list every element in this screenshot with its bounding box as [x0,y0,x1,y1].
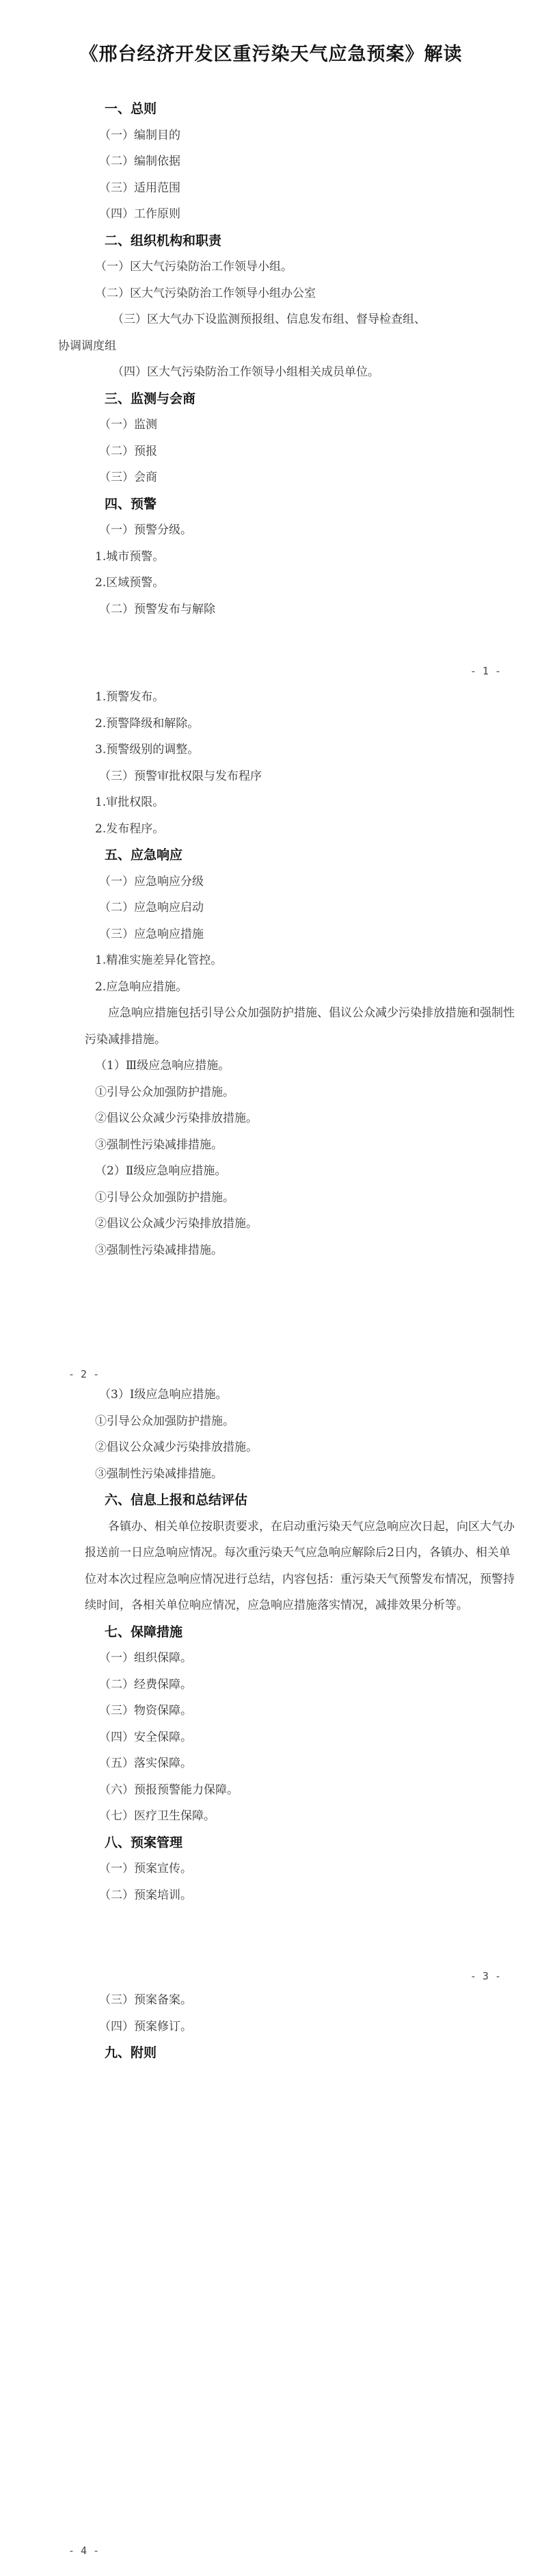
subsection-item: （一）区大气污染防治工作领导小组。 [95,260,293,274]
subsection-item: （三）预案备案。 [99,1993,192,2007]
numbered-item: 2.区域预警。 [95,576,165,590]
wrapped-line: 协调调度组 [58,339,116,353]
subsection-item: （三）区大气办下设监测预报组、信息发布组、督导检查组、 [112,313,426,326]
section-heading: 一、总则 [105,101,157,116]
numbered-item: 1.审批权限。 [95,796,165,809]
section-page2 [0,684,542,1263]
subsection-item: （一）编制目的 [99,128,180,142]
subsection-item: （一）预案宣传。 [99,1862,192,1876]
subsection-item: （一）应急响应分级 [99,874,204,889]
subsection-item: （二）编制依据 [99,155,180,168]
subsection-item: （三）预警审批权限与发布程序 [99,769,262,783]
numbered-item: ③强制性污染减排措施。 [95,1243,223,1257]
subsection-item: （四）安全保障。 [99,1730,192,1744]
numbered-item: 1.城市预警。 [95,549,165,564]
section-page1 [0,96,542,622]
subsection-item: （3）Ⅰ级应急响应措施。 [99,1388,228,1402]
subsection-item: （二）区大气污染防治工作领导小组办公室 [95,286,316,300]
numbered-item: ②倡议公众减少污染排放措施。 [95,1441,258,1454]
section-heading: 七、保障措施 [105,1624,183,1640]
section-heading: 三、监测与会商 [105,391,196,406]
subsection-item: （二）应急响应启动 [99,901,204,915]
numbered-item: ③强制性污染减排措施。 [95,1467,223,1481]
subsection-item: （三）会商 [99,471,157,484]
subsection-item: （一）监测 [99,418,157,432]
numbered-item: ①引导公众加强防护措施。 [95,1414,234,1428]
subsection-item: （二）预报 [99,444,157,458]
section-heading: 六、信息上报和总结评估 [105,1493,248,1508]
numbered-item: 2.预警降级和解除。 [95,716,200,731]
numbered-item: 1.预警发布。 [95,690,165,704]
page-number-3: - 3 - [470,1970,501,1982]
subsection-item: （三）应急响应措施 [99,927,204,941]
numbered-item: ①引导公众加强防护措施。 [95,1190,234,1205]
subsection-item: （一）组织保障。 [99,1651,192,1665]
subsection-item: （一）预警分级。 [99,523,192,537]
numbered-item: 2.发布程序。 [95,822,165,836]
numbered-item: 2.应急响应措施。 [95,980,188,994]
section-heading: 五、应急响应 [105,847,183,863]
numbered-item: 1.精准实施差异化管控。 [95,954,223,967]
subsection-item: （四）区大气污染防治工作领导小组相关成员单位。 [112,365,379,379]
subsection-item: （六）预报预警能力保障。 [99,1783,239,1797]
document-title: 《邢台经济开发区重污染天气应急预案》解读 [79,44,463,65]
paragraph-response-measures: 应急响应措施包括引导公众加强防护措施、倡议公众减少污染排放措施和强制性污染减排措施。 [85,1006,515,1047]
paragraph-info-report: 各镇办、相关单位按职责要求，在启动重污染天气应急响应次日起，向区大气办报送前一日应急响应情况。每次重污染天气应急响应解除后2日内，各镇办、相关单位对本次过程应急响应情况进行总结，内容包括：重污染天气预警发布情况，预警持续时间，各相关单位响应情况，应急响应措施落实情况，减排效果分析等。 [85,1519,515,1612]
numbered-item: 3.预警级别的调整。 [95,743,200,757]
section-heading: 八、预案管理 [105,1835,183,1850]
section-page3 [0,1382,542,1908]
page-number-2: - 2 - [68,1368,100,1380]
numbered-item: ②倡议公众减少污染排放措施。 [95,1112,258,1125]
subsection-item: （五）落实保障。 [99,1757,192,1770]
numbered-item: ①引导公众加强防护措施。 [95,1085,234,1099]
page-number-4: - 4 - [68,2545,100,2557]
numbered-item: ②倡议公众减少污染排放措施。 [95,1217,258,1231]
subsection-item: （二）预案培训。 [99,1888,192,1902]
subsection-item: （四）工作原则 [99,207,180,221]
section-page4 [0,1987,542,2066]
subsection-item: （二）预警发布与解除 [99,602,215,616]
numbered-item: （2）Ⅱ级应急响应措施。 [95,1164,227,1178]
subsection-item: （三）适用范围 [99,181,180,195]
subsection-item: （三）物资保障。 [99,1704,192,1718]
numbered-item: （1）Ⅲ级应急响应措施。 [95,1059,230,1073]
subsection-item: （二）经费保障。 [99,1677,192,1692]
numbered-item: ③强制性污染减排措施。 [95,1138,223,1152]
subsection-item: （七）医疗卫生保障。 [99,1809,215,1823]
section-heading: 二、组织机构和职责 [105,233,222,248]
section-heading: 九、附则 [105,2045,157,2060]
subsection-item: （四）预案修订。 [99,2019,192,2034]
section-heading: 四、预警 [105,496,157,512]
page-number-1: - 1 - [470,665,501,677]
